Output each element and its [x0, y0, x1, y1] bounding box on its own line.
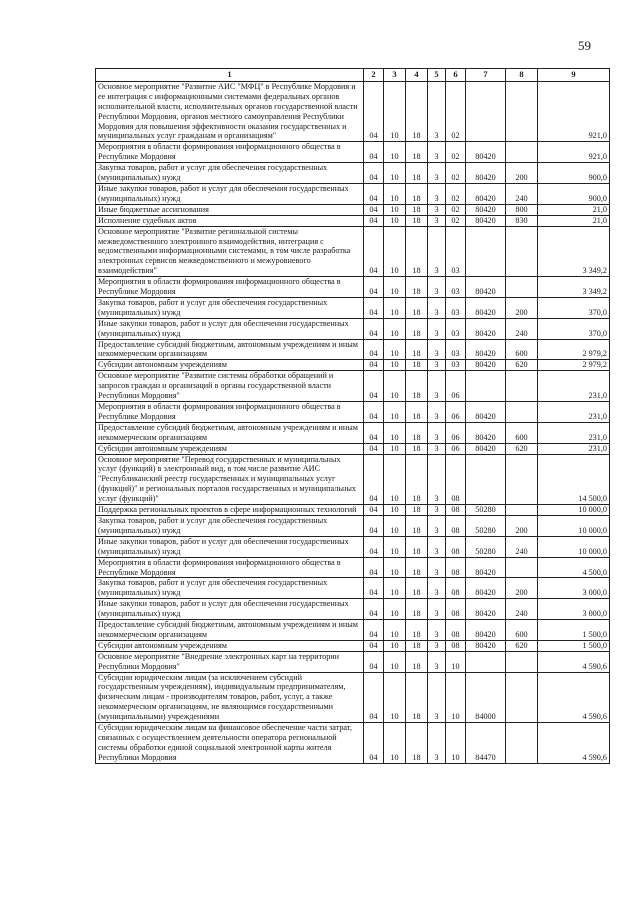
- code-expense-type-cell: [506, 505, 538, 516]
- code-subprogram-cell: 3: [428, 371, 446, 402]
- code-program-cell: 18: [406, 81, 428, 141]
- table-row: [96, 318, 610, 339]
- code-event-cell: 08: [446, 454, 466, 505]
- code-direction-cell: [466, 371, 506, 402]
- code-subprogram-cell: 3: [428, 723, 446, 764]
- code-expense-type-cell: 620: [506, 360, 538, 371]
- code-direction-cell: 80420: [466, 360, 506, 371]
- code-subprogram-cell: 3: [428, 640, 446, 651]
- code-event-cell: 03: [446, 318, 466, 339]
- code-event-cell: 03: [446, 297, 466, 318]
- code-section-cell: 04: [364, 163, 384, 184]
- code-section-cell: 04: [364, 515, 384, 536]
- code-subprogram-cell: 3: [428, 183, 446, 204]
- amount-cell: 4 500,0: [538, 557, 610, 578]
- code-program-cell: 18: [406, 422, 428, 443]
- row-name-cell: Иные закупки товаров, работ и услуг для обеспечения государственных (муниципальных) нужд: [96, 599, 364, 620]
- code-expense-type-cell: [506, 142, 538, 163]
- code-section-cell: 04: [364, 204, 384, 215]
- amount-cell: 2 979,2: [538, 339, 610, 360]
- code-section-cell: 04: [364, 578, 384, 599]
- code-subprogram-cell: 3: [428, 339, 446, 360]
- amount-cell: 21,0: [538, 204, 610, 215]
- code-direction-cell: 80420: [466, 557, 506, 578]
- code-event-cell: 02: [446, 204, 466, 215]
- row-name-cell: Иные закупки товаров, работ и услуг для обеспечения государственных (муниципальных) нужд: [96, 318, 364, 339]
- code-program-cell: 18: [406, 578, 428, 599]
- code-direction-cell: 80420: [466, 402, 506, 423]
- row-name-cell: Закупка товаров, работ и услуг для обеспечения государственных (муниципальных) нужд: [96, 515, 364, 536]
- amount-cell: 4 590,6: [538, 651, 610, 672]
- amount-cell: 3 349,2: [538, 226, 610, 277]
- code-section-cell: 04: [364, 81, 384, 141]
- table-row: [96, 620, 610, 641]
- code-expense-type-cell: [506, 226, 538, 277]
- column-header: 3: [384, 69, 406, 82]
- code-section-cell: 04: [364, 505, 384, 516]
- row-name-cell: Иные закупки товаров, работ и услуг для обеспечения государственных (муниципальных) нужд: [96, 536, 364, 557]
- column-header: 5: [428, 69, 446, 82]
- amount-cell: 1 500,0: [538, 620, 610, 641]
- table-row: [96, 81, 610, 141]
- code-section-cell: 04: [364, 443, 384, 454]
- table-row: [96, 277, 610, 298]
- code-subsection-cell: 10: [384, 204, 406, 215]
- code-direction-cell: 84470: [466, 723, 506, 764]
- code-program-cell: 18: [406, 454, 428, 505]
- row-name-cell: Предоставление субсидий бюджетным, автономным учреждениям и иным некоммерческим организациям: [96, 422, 364, 443]
- code-subprogram-cell: 3: [428, 443, 446, 454]
- code-event-cell: 02: [446, 142, 466, 163]
- code-event-cell: 08: [446, 536, 466, 557]
- amount-cell: 231,0: [538, 371, 610, 402]
- code-direction-cell: [466, 454, 506, 505]
- code-program-cell: 18: [406, 505, 428, 516]
- amount-cell: 921,0: [538, 81, 610, 141]
- table-row: [96, 443, 610, 454]
- code-expense-type-cell: [506, 81, 538, 141]
- code-section-cell: 04: [364, 422, 384, 443]
- code-program-cell: 18: [406, 599, 428, 620]
- column-header: 4: [406, 69, 428, 82]
- code-direction-cell: 80420: [466, 422, 506, 443]
- code-section-cell: 04: [364, 557, 384, 578]
- row-name-cell: Закупка товаров, работ и услуг для обеспечения государственных (муниципальных) нужд: [96, 163, 364, 184]
- code-subsection-cell: 10: [384, 454, 406, 505]
- code-subprogram-cell: 3: [428, 515, 446, 536]
- amount-cell: 2 979,2: [538, 360, 610, 371]
- code-program-cell: 18: [406, 215, 428, 226]
- amount-cell: 370,0: [538, 297, 610, 318]
- code-event-cell: 10: [446, 651, 466, 672]
- code-subprogram-cell: 3: [428, 318, 446, 339]
- code-subprogram-cell: 3: [428, 163, 446, 184]
- page-number: 59: [578, 38, 591, 53]
- code-subsection-cell: 10: [384, 183, 406, 204]
- code-direction-cell: 84000: [466, 672, 506, 723]
- code-section-cell: 04: [364, 297, 384, 318]
- code-event-cell: 08: [446, 505, 466, 516]
- code-program-cell: 18: [406, 515, 428, 536]
- code-subprogram-cell: 3: [428, 505, 446, 516]
- code-program-cell: 18: [406, 640, 428, 651]
- code-subsection-cell: 10: [384, 318, 406, 339]
- code-section-cell: 04: [364, 454, 384, 505]
- code-section-cell: 04: [364, 215, 384, 226]
- row-name-cell: Предоставление субсидий бюджетным, автономным учреждениям и иным некоммерческим организациям: [96, 339, 364, 360]
- code-subprogram-cell: 3: [428, 204, 446, 215]
- code-section-cell: 04: [364, 640, 384, 651]
- code-subprogram-cell: 3: [428, 422, 446, 443]
- code-event-cell: 06: [446, 371, 466, 402]
- table-row: [96, 422, 610, 443]
- code-subsection-cell: 10: [384, 81, 406, 141]
- code-event-cell: 10: [446, 672, 466, 723]
- code-event-cell: 08: [446, 599, 466, 620]
- code-event-cell: 02: [446, 215, 466, 226]
- code-expense-type-cell: 600: [506, 620, 538, 641]
- table-row: [96, 599, 610, 620]
- code-subsection-cell: 10: [384, 651, 406, 672]
- code-expense-type-cell: [506, 277, 538, 298]
- row-name-cell: Субсидии автономным учреждениям: [96, 360, 364, 371]
- code-section-cell: 04: [364, 339, 384, 360]
- code-direction-cell: 80420: [466, 318, 506, 339]
- code-expense-type-cell: [506, 672, 538, 723]
- code-subsection-cell: 10: [384, 371, 406, 402]
- code-expense-type-cell: [506, 454, 538, 505]
- row-name-cell: Закупка товаров, работ и услуг для обеспечения государственных (муниципальных) нужд: [96, 297, 364, 318]
- code-subprogram-cell: 3: [428, 557, 446, 578]
- code-section-cell: 04: [364, 672, 384, 723]
- code-expense-type-cell: 830: [506, 215, 538, 226]
- code-event-cell: 06: [446, 443, 466, 454]
- code-subprogram-cell: 3: [428, 215, 446, 226]
- table-row: [96, 226, 610, 277]
- code-section-cell: 04: [364, 226, 384, 277]
- amount-cell: 231,0: [538, 443, 610, 454]
- code-subsection-cell: 10: [384, 163, 406, 184]
- code-direction-cell: 80420: [466, 215, 506, 226]
- code-program-cell: 18: [406, 402, 428, 423]
- table-row: [96, 297, 610, 318]
- column-header: 8: [506, 69, 538, 82]
- code-section-cell: 04: [364, 620, 384, 641]
- row-name-cell: Основное мероприятие "Развитие системы обработки обращений и запросов граждан и организаций в органы государственной власти Республики Мордовия": [96, 371, 364, 402]
- code-section-cell: 04: [364, 183, 384, 204]
- code-program-cell: 18: [406, 360, 428, 371]
- code-section-cell: 04: [364, 360, 384, 371]
- row-name-cell: Субсидии юридическим лицам (за исключением субсидий государственным учреждениям), индивидуальным предпринимателям, физическим лицам - производителям товаров, работ, услуг, а также некоммерческим организациям, не являющимся государственными (муниципальными) учреждениями: [96, 672, 364, 723]
- row-name-cell: Исполнение судебных актов: [96, 215, 364, 226]
- code-event-cell: 10: [446, 723, 466, 764]
- code-expense-type-cell: 240: [506, 599, 538, 620]
- code-expense-type-cell: 620: [506, 443, 538, 454]
- table-row: [96, 640, 610, 651]
- code-direction-cell: 80420: [466, 599, 506, 620]
- code-event-cell: 02: [446, 81, 466, 141]
- code-program-cell: 18: [406, 297, 428, 318]
- row-name-cell: Субсидии автономным учреждениям: [96, 443, 364, 454]
- table-row: [96, 215, 610, 226]
- code-program-cell: 18: [406, 163, 428, 184]
- row-name-cell: Закупка товаров, работ и услуг для обеспечения государственных (муниципальных) нужд: [96, 578, 364, 599]
- table-row: [96, 454, 610, 505]
- code-subsection-cell: 10: [384, 536, 406, 557]
- table-row: [96, 557, 610, 578]
- code-section-cell: 04: [364, 599, 384, 620]
- code-section-cell: 04: [364, 402, 384, 423]
- row-name-cell: Основное мероприятие "Внедрение электронных карт на территории Республики Мордовия": [96, 651, 364, 672]
- code-section-cell: 04: [364, 536, 384, 557]
- table-row: [96, 204, 610, 215]
- amount-cell: 10 000,0: [538, 536, 610, 557]
- code-subsection-cell: 10: [384, 443, 406, 454]
- amount-cell: 900,0: [538, 163, 610, 184]
- amount-cell: 21,0: [538, 215, 610, 226]
- table-row: [96, 578, 610, 599]
- code-subprogram-cell: 3: [428, 277, 446, 298]
- code-expense-type-cell: 600: [506, 422, 538, 443]
- code-subsection-cell: 10: [384, 402, 406, 423]
- code-expense-type-cell: [506, 651, 538, 672]
- code-subprogram-cell: 3: [428, 81, 446, 141]
- code-direction-cell: 80420: [466, 640, 506, 651]
- row-name-cell: Поддержка региональных проектов в сфере информационных технологий: [96, 505, 364, 516]
- code-expense-type-cell: [506, 723, 538, 764]
- code-direction-cell: 50280: [466, 505, 506, 516]
- code-subsection-cell: 10: [384, 277, 406, 298]
- column-header: 9: [538, 69, 610, 82]
- code-event-cell: 08: [446, 515, 466, 536]
- code-subprogram-cell: 3: [428, 402, 446, 423]
- code-subsection-cell: 10: [384, 515, 406, 536]
- code-event-cell: 03: [446, 277, 466, 298]
- amount-cell: 4 590,6: [538, 723, 610, 764]
- code-expense-type-cell: 600: [506, 339, 538, 360]
- amount-cell: 3 000,0: [538, 599, 610, 620]
- code-subsection-cell: 10: [384, 226, 406, 277]
- code-subprogram-cell: 3: [428, 454, 446, 505]
- code-program-cell: 18: [406, 183, 428, 204]
- code-subprogram-cell: 3: [428, 142, 446, 163]
- table-row: [96, 142, 610, 163]
- amount-cell: 231,0: [538, 422, 610, 443]
- code-subsection-cell: 10: [384, 578, 406, 599]
- budget-table: [95, 68, 610, 764]
- table-row: [96, 339, 610, 360]
- code-expense-type-cell: 200: [506, 515, 538, 536]
- column-header: 2: [364, 69, 384, 82]
- code-direction-cell: 80420: [466, 297, 506, 318]
- code-subsection-cell: 10: [384, 599, 406, 620]
- amount-cell: 3 000,0: [538, 578, 610, 599]
- code-event-cell: 08: [446, 557, 466, 578]
- code-subprogram-cell: 3: [428, 226, 446, 277]
- code-program-cell: 18: [406, 339, 428, 360]
- code-program-cell: 18: [406, 651, 428, 672]
- table-row: [96, 163, 610, 184]
- code-expense-type-cell: 240: [506, 318, 538, 339]
- row-name-cell: Основное мероприятие "Перевод государственных и муниципальных услуг (функций) в электронный вид, в том числе развитие АИС "Республиканский реестр государственных и муниципальных услуг (функций)" и региональных порталов государственных и муниципальных услуг (функций)": [96, 454, 364, 505]
- code-subsection-cell: 10: [384, 215, 406, 226]
- code-program-cell: 18: [406, 318, 428, 339]
- column-header: 6: [446, 69, 466, 82]
- code-subprogram-cell: 3: [428, 578, 446, 599]
- code-subsection-cell: 10: [384, 422, 406, 443]
- code-subsection-cell: 10: [384, 620, 406, 641]
- amount-cell: 1 500,0: [538, 640, 610, 651]
- amount-cell: 900,0: [538, 183, 610, 204]
- code-section-cell: 04: [364, 318, 384, 339]
- code-direction-cell: 80420: [466, 339, 506, 360]
- row-name-cell: Мероприятия в области формирования информационного общества в Республике Мордовия: [96, 557, 364, 578]
- amount-cell: 231,0: [538, 402, 610, 423]
- table-body: [96, 81, 610, 763]
- code-subsection-cell: 10: [384, 640, 406, 651]
- code-expense-type-cell: 620: [506, 640, 538, 651]
- row-name-cell: Предоставление субсидий бюджетным, автономным учреждениям и иным некоммерческим организациям: [96, 620, 364, 641]
- row-name-cell: Основное мероприятие "Развитие АИС "МФЦ" в Республике Мордовия и ее интеграция с информационными системами федеральных органов исполнительной власти, исполнительных органов государственной власти Республики Мордовия, органов местного самоуправления Республики Мордовия для повышения эффективности оказания государственных и муниципальных услуг гражданам и организациям": [96, 81, 364, 141]
- code-subprogram-cell: 3: [428, 651, 446, 672]
- code-program-cell: 18: [406, 277, 428, 298]
- code-event-cell: 08: [446, 620, 466, 641]
- row-name-cell: Субсидии юридическим лицам на финансовое обеспечение части затрат, связанных с осуществлением деятельности оператора региональной системы обработки единой социальной электронной карты жителя Республики Мордовия: [96, 723, 364, 764]
- code-expense-type-cell: [506, 371, 538, 402]
- code-subprogram-cell: 3: [428, 620, 446, 641]
- code-section-cell: 04: [364, 371, 384, 402]
- code-direction-cell: 80420: [466, 142, 506, 163]
- code-direction-cell: 50280: [466, 536, 506, 557]
- code-program-cell: 18: [406, 226, 428, 277]
- code-section-cell: 04: [364, 277, 384, 298]
- table-row: [96, 505, 610, 516]
- row-name-cell: Иные закупки товаров, работ и услуг для обеспечения государственных (муниципальных) нужд: [96, 183, 364, 204]
- table-row: [96, 360, 610, 371]
- code-direction-cell: 80420: [466, 204, 506, 215]
- amount-cell: 10 000,0: [538, 505, 610, 516]
- code-event-cell: 02: [446, 163, 466, 184]
- code-expense-type-cell: [506, 402, 538, 423]
- code-event-cell: 08: [446, 640, 466, 651]
- code-program-cell: 18: [406, 672, 428, 723]
- code-event-cell: 08: [446, 578, 466, 599]
- table-row: [96, 651, 610, 672]
- table-row: [96, 536, 610, 557]
- code-expense-type-cell: 240: [506, 183, 538, 204]
- code-subsection-cell: 10: [384, 142, 406, 163]
- code-program-cell: 18: [406, 620, 428, 641]
- code-program-cell: 18: [406, 536, 428, 557]
- code-section-cell: 04: [364, 651, 384, 672]
- amount-cell: 14 500,0: [538, 454, 610, 505]
- code-subprogram-cell: 3: [428, 297, 446, 318]
- code-direction-cell: 50280: [466, 515, 506, 536]
- amount-cell: 921,0: [538, 142, 610, 163]
- code-program-cell: 18: [406, 723, 428, 764]
- code-event-cell: 03: [446, 360, 466, 371]
- row-name-cell: Мероприятия в области формирования информационного общества в Республике Мордовия: [96, 142, 364, 163]
- code-direction-cell: 80420: [466, 443, 506, 454]
- table-row: [96, 515, 610, 536]
- code-expense-type-cell: 800: [506, 204, 538, 215]
- code-program-cell: 18: [406, 557, 428, 578]
- code-subprogram-cell: 3: [428, 672, 446, 723]
- amount-cell: 370,0: [538, 318, 610, 339]
- code-event-cell: 02: [446, 183, 466, 204]
- table-header-row: [96, 69, 610, 82]
- row-name-cell: Иные бюджетные ассигнования: [96, 204, 364, 215]
- code-subsection-cell: 10: [384, 505, 406, 516]
- column-header: 1: [96, 69, 364, 82]
- code-expense-type-cell: 200: [506, 163, 538, 184]
- amount-cell: 3 349,2: [538, 277, 610, 298]
- code-subsection-cell: 10: [384, 672, 406, 723]
- code-program-cell: 18: [406, 443, 428, 454]
- column-header: 7: [466, 69, 506, 82]
- code-direction-cell: 80420: [466, 183, 506, 204]
- table-row: [96, 672, 610, 723]
- code-subsection-cell: 10: [384, 723, 406, 764]
- code-direction-cell: [466, 226, 506, 277]
- code-direction-cell: 80420: [466, 277, 506, 298]
- code-direction-cell: 80420: [466, 620, 506, 641]
- code-subprogram-cell: 3: [428, 536, 446, 557]
- code-expense-type-cell: 240: [506, 536, 538, 557]
- row-name-cell: Основное мероприятие "Развитие региональной системы межведомственного электронного взаимодействия, интеграция с ведомственными информационными системами, в том числе разработка электронных сервисов межведомственного и межуровневого взаимодействия": [96, 226, 364, 277]
- code-direction-cell: 80420: [466, 163, 506, 184]
- code-subsection-cell: 10: [384, 339, 406, 360]
- code-expense-type-cell: 200: [506, 578, 538, 599]
- table-row: [96, 402, 610, 423]
- code-subprogram-cell: 3: [428, 599, 446, 620]
- code-subsection-cell: 10: [384, 297, 406, 318]
- table-row: [96, 183, 610, 204]
- code-subsection-cell: 10: [384, 557, 406, 578]
- table-row: [96, 371, 610, 402]
- code-event-cell: 03: [446, 339, 466, 360]
- code-event-cell: 03: [446, 226, 466, 277]
- code-event-cell: 06: [446, 402, 466, 423]
- code-program-cell: 18: [406, 142, 428, 163]
- code-expense-type-cell: 200: [506, 297, 538, 318]
- row-name-cell: Субсидии автономным учреждениям: [96, 640, 364, 651]
- code-expense-type-cell: [506, 557, 538, 578]
- code-section-cell: 04: [364, 723, 384, 764]
- amount-cell: 4 590,6: [538, 672, 610, 723]
- code-direction-cell: 80420: [466, 578, 506, 599]
- code-subprogram-cell: 3: [428, 360, 446, 371]
- row-name-cell: Мероприятия в области формирования информационного общества в Республике Мордовия: [96, 277, 364, 298]
- code-event-cell: 06: [446, 422, 466, 443]
- code-program-cell: 18: [406, 371, 428, 402]
- table-row: [96, 723, 610, 764]
- code-direction-cell: [466, 81, 506, 141]
- code-section-cell: 04: [364, 142, 384, 163]
- code-subsection-cell: 10: [384, 360, 406, 371]
- amount-cell: 10 000,0: [538, 515, 610, 536]
- code-program-cell: 18: [406, 204, 428, 215]
- row-name-cell: Мероприятия в области формирования информационного общества в Республике Мордовия: [96, 402, 364, 423]
- code-direction-cell: [466, 651, 506, 672]
